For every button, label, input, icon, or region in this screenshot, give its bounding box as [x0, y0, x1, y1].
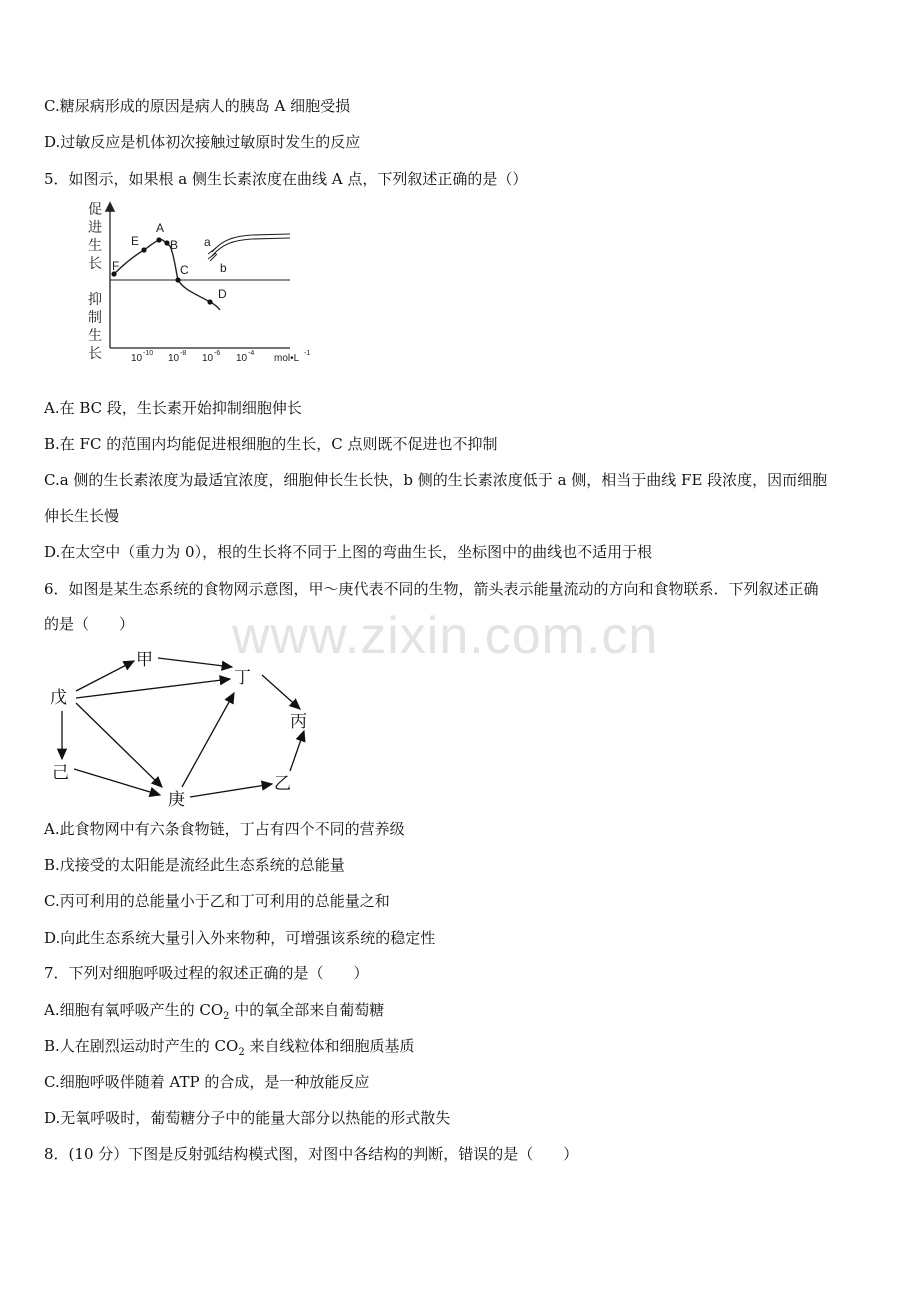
- point-d: [207, 299, 212, 304]
- question-7: 7．下列对细胞呼吸过程的叙述正确的是（ ）: [44, 964, 369, 982]
- node-ji: 己: [52, 763, 69, 782]
- svg-text:mol•L: mol•L: [274, 353, 300, 364]
- arrow-wu-geng: [76, 703, 162, 787]
- option-b-q6: B.戊接受的太阳能是流经此生态系统的总能量: [44, 856, 345, 874]
- point-b: [164, 240, 169, 245]
- label-f: F: [112, 259, 120, 273]
- y-axis-label-promote: [88, 201, 102, 271]
- root-inset: [204, 234, 290, 275]
- auxin-concentration-chart: [84, 198, 334, 370]
- label-a-side: a: [204, 235, 211, 249]
- question-5: 5．如图示，如果根 a 侧生长素浓度在曲线 A 点，下列叙述正确的是（）: [44, 170, 528, 188]
- option-b-q7: B.人在剧烈运动时产生的 $CO_2$ 来自线粒体和细胞质基质: [44, 1037, 415, 1058]
- svg-text:生: 生: [88, 327, 102, 343]
- option-b-q5: B.在 FC 的范围内均能促进根细胞的生长，C 点则既不促进也不抑制: [44, 435, 498, 453]
- node-wu: 戊: [50, 688, 67, 707]
- svg-text:-4: -4: [248, 350, 255, 357]
- node-geng: 庚: [168, 790, 185, 809]
- arrow-wu-ding: [76, 679, 230, 698]
- svg-text:-8: -8: [180, 350, 187, 357]
- svg-text:10: 10: [168, 353, 180, 364]
- svg-text:10: 10: [202, 353, 214, 364]
- svg-text:进: 进: [88, 219, 102, 235]
- question-6-cont: 的是（ ）: [44, 615, 135, 633]
- svg-text:长: 长: [88, 255, 102, 271]
- node-ding: 丁: [234, 668, 251, 687]
- label-b-side: b: [220, 261, 227, 275]
- node-bing: 丙: [290, 712, 307, 731]
- arrow-wu-jia: [76, 661, 134, 691]
- arrow-yi-bing: [290, 731, 304, 771]
- option-d-q6: D.向此生态系统大量引入外来物种，可增强该系统的稳定性: [44, 929, 436, 947]
- svg-text:生: 生: [88, 237, 102, 253]
- option-d-q7: D.无氧呼吸时，葡萄糖分子中的能量大部分以热能的形式散失: [44, 1109, 451, 1127]
- option-a-q5: A.在 BC 段，生长素开始抑制细胞伸长: [44, 399, 302, 417]
- arrow-geng-yi: [190, 784, 272, 797]
- option-a-q6: A.此食物网中有六条食物链，丁占有四个不同的营养级: [44, 820, 405, 838]
- option-c-q5-cont: 伸长生长慢: [44, 507, 120, 525]
- svg-text:抑: 抑: [88, 291, 102, 307]
- y-axis-label-inhibit: [88, 291, 102, 361]
- label-c: C: [180, 263, 189, 277]
- svg-text:制: 制: [88, 309, 102, 325]
- svg-text:-1: -1: [304, 350, 311, 357]
- svg-text:-10: -10: [143, 350, 154, 357]
- option-d-q4: D.过敏反应是机体初次接触过敏原时发生的反应: [44, 133, 361, 151]
- option-c-q6: C.丙可利用的总能量小于乙和丁可利用的总能量之和: [44, 892, 390, 910]
- x-tick-labels: [131, 350, 310, 364]
- option-c-q4: C.糖尿病形成的原因是病人的胰岛 A 细胞受损: [44, 97, 351, 115]
- svg-text:促: 促: [88, 201, 102, 217]
- point-a: [156, 237, 161, 242]
- node-jia: 甲: [136, 650, 153, 669]
- point-c: [175, 277, 180, 282]
- svg-text:10: 10: [236, 353, 248, 364]
- label-d: D: [218, 287, 227, 301]
- label-b: B: [170, 238, 179, 252]
- label-e: E: [131, 234, 140, 248]
- food-web-diagram: [44, 645, 324, 815]
- point-e: [141, 247, 146, 252]
- response-curve: [114, 240, 220, 310]
- watermark: www.zixin.com.cn: [232, 607, 659, 665]
- option-c-q7: C.细胞呼吸伴随着 ATP 的合成，是一种放能反应: [44, 1073, 370, 1091]
- question-8: 8．(10 分）下图是反射弧结构模式图，对图中各结构的判断，错误的是（ ）: [44, 1145, 579, 1163]
- node-yi: 乙: [274, 774, 291, 793]
- arrow-geng-ding: [182, 693, 234, 787]
- option-a-q7: A.细胞有氧呼吸产生的 $CO_2$ 中的氧全部来自葡萄糖: [44, 1001, 385, 1022]
- arrow-jia-ding: [158, 658, 232, 667]
- option-c-q5: C.a 侧的生长素浓度为最适宜浓度，细胞伸长生长快，b 侧的生长素浓度低于 a 侧，相当于曲线 FE 段浓度，因而细胞: [44, 471, 828, 489]
- svg-text:长: 长: [88, 345, 102, 361]
- svg-text:10: 10: [131, 353, 143, 364]
- question-6: 6．如图是某生态系统的食物网示意图，甲～庚代表不同的生物，箭头表示能量流动的方向和食物联系．下列叙述正确: [44, 580, 819, 598]
- option-d-q5: D.在太空中（重力为 0），根的生长将不同于上图的弯曲生长，坐标图中的曲线也不适用于根: [44, 543, 653, 561]
- svg-text:-6: -6: [214, 350, 221, 357]
- arrow-ding-bing: [262, 675, 300, 709]
- label-a: A: [156, 221, 165, 235]
